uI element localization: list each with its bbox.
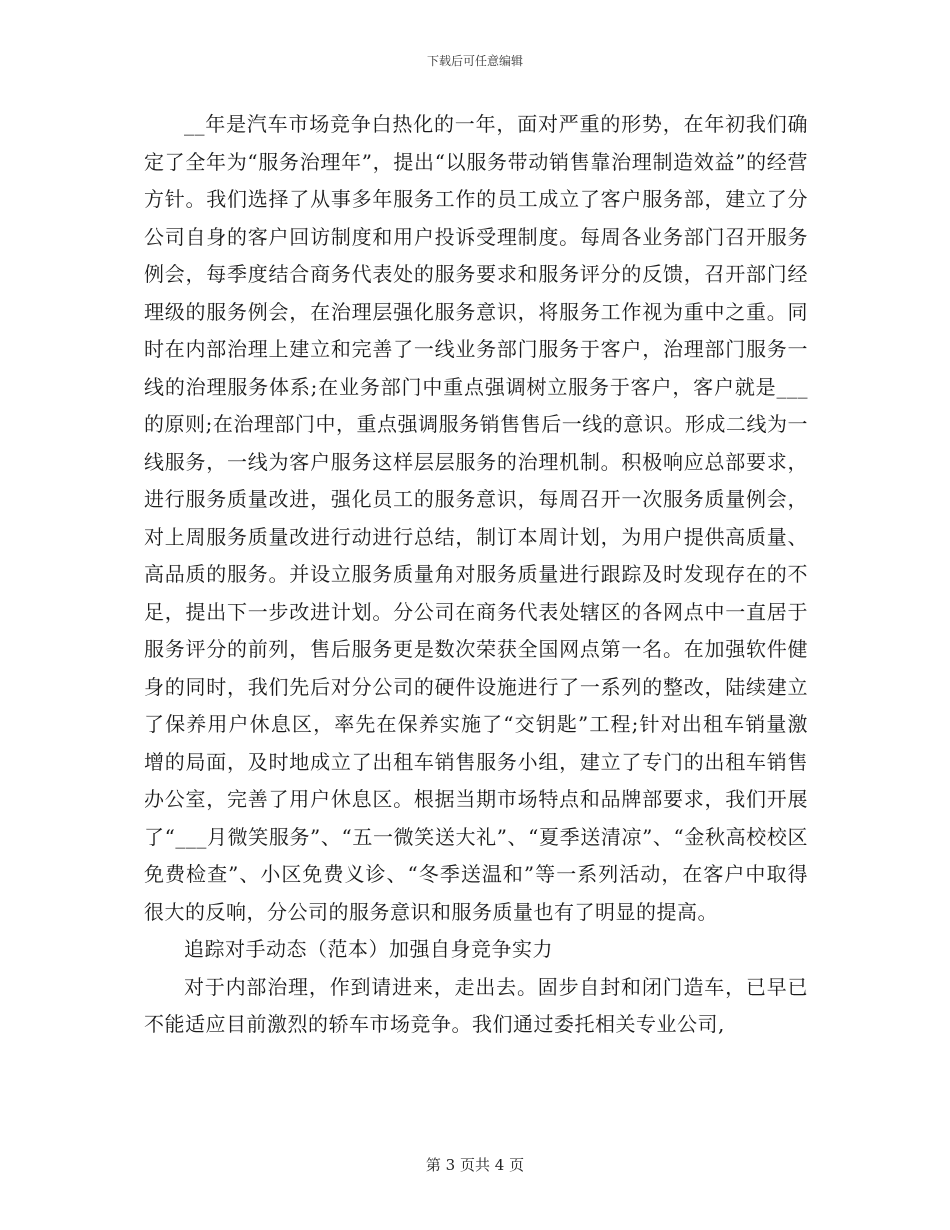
document-body [144,106,808,1044]
page-header: 下载后可任意编辑 [426,54,523,68]
body-paragraph-1: __年是汽车市场竞争白热化的一年，面对严重的形势，在年初我们确定了全年为“服务治理年”，提出“以服务带动销售靠治理制造效益”的经营方针。我们选择了从事多年服务工作的员工成立了客户服务部，建立了分公司自身的客户回访制度和用户投诉受理制度。每周各业务部门召开服务例会，每季度结合商务代表处的服务要求和服务评分的反馈，召开部门经理级的服务例会，在治理层强化服务意识，将服务工作视为重中之重。同时在内部治理上建立和完善了一线业务部门服务于客户，治理部门服务一线的治理服务体系;在业务部门中重点强调树立服务于客户，客户就是___的原则;在治理部门中，重点强调服务销售售后一线的意识。形成二线为一线服务，一线为客户服务这样层层服务的治理机制。积极响应总部要求，进行服务质量改进，强化员工的服务意识，每周召开一次服务质量例会，对上周服务质量改进行动进行总结，制订本周计划，为用户提供高质量、高品质的服务。并设立服务质量角对服务质量进行跟踪及时发现存在的不足，提出下一步改进计划。分公司在商务代表处辖区的各网点中一直居于服务评分的前列，售后服务更是数次荣获全国网点第一名。在加强软件健身的同时，我们先后对分公司的硬件设施进行了一系列的整改，陆续建立了保养用户休息区，率先在保养实施了“交钥匙”工程;针对出租车销量激增的局面，及时地成立了出租车销售服务小组，建立了专门的出租车销售办公室，完善了用户休息区。根据当期市场特点和品牌部要求，我们开展了“___月微笑服务”、“五一微笑送大礼”、“夏季送清凉”、“金秋高校校区免费检查”、小区免费义诊、“冬季送温和”等一系列活动，在客户中取得很大的反响，分公司的服务意识和服务质量也有了明显的提高。 [144,112,808,924]
body-paragraph-2: 对于内部治理，作到请进来，走出去。固步自封和闭门造车，已早已不能适应目前激烈的轿车市场竞争。我们通过委托相关专业公司, [144,974,808,1036]
section-heading: 追踪对手动态（范本）加强自身竞争实力 [184,937,553,961]
page-footer: 第 3 页共 4 页 [425,1156,525,1174]
